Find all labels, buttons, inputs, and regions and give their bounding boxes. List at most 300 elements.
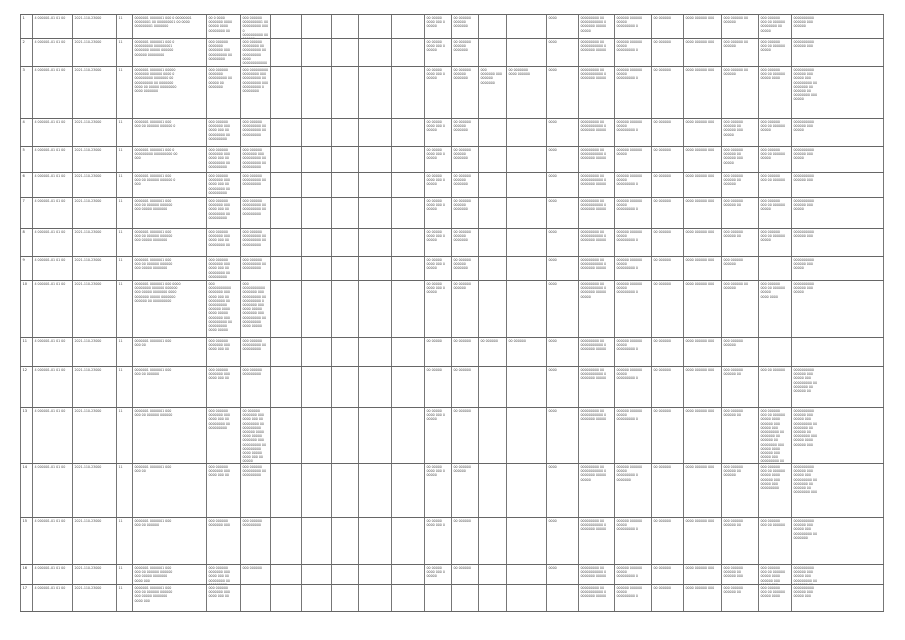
table-cell	[240, 198, 270, 229]
cell-text: 000 000000 000000000	[242, 519, 262, 528]
cell-text: 0000	[548, 230, 557, 234]
cell-text: 000 000000 00 000000	[723, 16, 749, 25]
row-index-cell	[20, 565, 32, 585]
cell-text: 0000001 0000001 000 000 00	[134, 339, 172, 348]
table-cell	[578, 281, 614, 338]
table-cell	[614, 15, 651, 39]
table-cell	[72, 518, 116, 565]
table-cell	[424, 518, 451, 565]
table-cell	[721, 367, 758, 408]
table-cell	[614, 367, 651, 408]
cell-text: 000000000 00 00000000000 0 0000000 00000	[580, 409, 607, 422]
table-cell	[651, 173, 683, 198]
table-cell	[331, 518, 358, 565]
table-row	[20, 146, 884, 173]
cell-text: 00 000000	[453, 566, 471, 570]
table-row	[20, 172, 884, 198]
cell-text: 000 000000 000000000 00 000000000 00 000000000	[242, 230, 267, 247]
cell-text: 00 000000	[653, 368, 671, 372]
cell-text: 000000 000000 00000 000000000 0	[616, 409, 643, 422]
cell-text: 2021-110-23000	[74, 586, 102, 590]
table-cell	[791, 257, 884, 281]
table-cell	[301, 408, 331, 464]
table-cell	[451, 367, 478, 408]
table-cell	[301, 15, 331, 39]
cell-text: 2021-110-23000	[74, 566, 102, 570]
table-cell	[391, 518, 424, 565]
cell-text: 00 000000	[653, 339, 671, 343]
cell-text: 00 00000 0000 000 0	[426, 519, 445, 528]
cell-text: 000 000000 000000	[723, 339, 743, 348]
cell-text: 4 000001-01 01 00	[34, 68, 66, 72]
cell-text: 000 000000 000 00 000000 00000	[760, 40, 786, 53]
table-row	[20, 407, 884, 464]
table-cell	[358, 173, 391, 198]
table-cell	[331, 67, 358, 119]
cell-text: 000 000000 000000 00	[723, 230, 743, 239]
table-cell	[614, 39, 651, 67]
table-cell	[578, 408, 614, 464]
table-cell	[331, 39, 358, 67]
table-cell	[506, 565, 546, 585]
table-cell	[578, 518, 614, 565]
table-cell	[301, 518, 331, 565]
table-cell	[683, 464, 721, 518]
table-cell	[758, 367, 791, 408]
table-cell	[614, 281, 651, 338]
cell-text: 000 000000 000000 00 000000 000	[723, 566, 743, 579]
table-row	[20, 517, 884, 565]
table-cell	[614, 229, 651, 257]
cell-text: 15	[22, 519, 27, 523]
cell-text: 000000 000000 00000 000000000 0	[616, 199, 643, 212]
table-cell	[132, 257, 206, 281]
table-cell	[614, 464, 651, 518]
table-cell	[358, 367, 391, 408]
table-cell	[116, 585, 132, 611]
cell-text: 000 000000 00000000 00 000000000 00 000000000 0000 000000000000	[242, 40, 268, 66]
cell-text: 0000	[548, 68, 557, 72]
table-cell	[240, 39, 270, 67]
table-cell	[240, 15, 270, 39]
cell-text: 000000 000000 00000 000000000 0 0000000	[616, 465, 643, 482]
cell-text: 0000001 0000001 000 0 000000000 000000001 0000000 00000 000000 000000 00000000	[134, 40, 175, 57]
cell-text: 0000001 0000001 000 000 00 000000 000000 000 00000 0000000	[134, 199, 173, 212]
table-cell	[270, 585, 301, 611]
table-cell	[206, 173, 240, 198]
cell-text: 11	[118, 68, 123, 72]
table-cell	[506, 173, 546, 198]
table-cell	[331, 585, 358, 611]
table-cell	[451, 338, 478, 367]
cell-text: 000000 000000 00000 000000000 0	[616, 40, 643, 53]
table-cell	[506, 464, 546, 518]
cell-text: 000000000 00 00000000000 0 0000000 00000	[580, 566, 607, 579]
table-cell	[72, 408, 116, 464]
cell-text: 000 000000 000000 00 000000	[723, 465, 743, 478]
table-cell	[424, 464, 451, 518]
table-cell	[546, 281, 578, 338]
cell-text: 11	[118, 586, 123, 590]
table-cell	[72, 257, 116, 281]
table-cell	[651, 15, 683, 39]
table-cell	[721, 464, 758, 518]
table-cell	[478, 198, 506, 229]
cell-text: 00 000000	[653, 258, 671, 262]
cell-text: 4 000001-01 01 00	[34, 282, 66, 286]
table-cell	[478, 229, 506, 257]
table-cell	[301, 367, 331, 408]
table-cell	[651, 257, 683, 281]
cell-text: 000000 000000 00000 000000000 0	[616, 258, 643, 271]
cell-text: 00 000000	[653, 230, 671, 234]
table-cell	[270, 198, 301, 229]
cell-text: 000 000000 0000000 000 0000 000 00 00000000 00 000000000	[208, 199, 230, 220]
table-cell	[32, 408, 72, 464]
cell-text: 00 000000	[453, 409, 471, 413]
table-cell	[424, 338, 451, 367]
table-cell	[301, 147, 331, 173]
table-cell	[240, 585, 270, 611]
cell-text: 00 00000 0000 000 0 00000	[426, 282, 445, 295]
table-cell	[301, 229, 331, 257]
cell-text: 6	[22, 174, 25, 178]
cell-text: 00 00000 0000 000 0 00000	[426, 199, 445, 212]
table-cell	[506, 147, 546, 173]
cell-text: 2021-110-23000	[74, 120, 102, 124]
table-cell	[331, 257, 358, 281]
table-cell	[116, 173, 132, 198]
cell-text: 4 000001-01 01 00	[34, 566, 66, 570]
table-cell	[451, 565, 478, 585]
table-cell	[451, 67, 478, 119]
table-cell	[791, 367, 884, 408]
cell-text: 00 00000	[426, 368, 442, 372]
cell-text: 0000	[548, 465, 557, 469]
table-cell	[358, 281, 391, 338]
table-cell	[683, 173, 721, 198]
table-cell	[721, 67, 758, 119]
table-cell	[116, 198, 132, 229]
table-cell	[478, 119, 506, 147]
row-index-cell	[20, 67, 32, 119]
table-cell	[791, 67, 884, 119]
table-cell	[451, 39, 478, 67]
table-cell	[206, 565, 240, 585]
cell-text: 4	[22, 120, 25, 124]
table-cell	[270, 257, 301, 281]
cell-text: 00 00000 0000 000 0 00000	[426, 68, 445, 81]
table-cell	[391, 464, 424, 518]
table-cell	[721, 173, 758, 198]
cell-text: 11	[22, 339, 27, 343]
table-cell	[331, 338, 358, 367]
cell-text: 0000001 0000001 000 0 00000001 00000001 00 000000001 00 0000 000000001 0000000	[134, 16, 192, 29]
table-cell	[546, 585, 578, 611]
cell-text: 000 000000	[242, 566, 262, 570]
table-cell	[206, 281, 240, 338]
table-cell	[132, 367, 206, 408]
table-cell	[506, 67, 546, 119]
table-cell	[358, 464, 391, 518]
table-cell	[546, 518, 578, 565]
cell-text: 00 000000	[653, 174, 671, 178]
table-cell	[578, 67, 614, 119]
table-cell	[506, 408, 546, 464]
table-cell	[758, 281, 791, 338]
table-cell	[651, 518, 683, 565]
cell-text: 0000000000 000000 000 00000	[793, 120, 814, 133]
table-cell	[206, 15, 240, 39]
table-cell	[240, 147, 270, 173]
table-cell	[270, 408, 301, 464]
cell-text: 000000000 00 00000000000 0 0000000 00000	[580, 40, 607, 53]
table-cell	[301, 281, 331, 338]
cell-text: 0000	[548, 258, 557, 262]
spreadsheet-table	[20, 14, 884, 610]
cell-text: 000 000000 000000 00	[723, 409, 743, 418]
cell-text: 000 000000 000 00 000000 00000 0000	[760, 68, 786, 81]
table-cell	[651, 67, 683, 119]
cell-text: 000 000000 0000000001 00 000000000 000 0 0000000000 00	[242, 16, 269, 37]
cell-text: 000000000 00 00000000000 0 0000000 00000	[580, 339, 607, 352]
table-cell	[132, 585, 206, 611]
table-cell	[391, 15, 424, 39]
cell-text: 0000	[548, 199, 557, 203]
table-cell	[116, 367, 132, 408]
table-cell	[132, 147, 206, 173]
cell-text: 00 000000	[653, 40, 671, 44]
table-cell	[240, 257, 270, 281]
cell-text: 000000000 00 00000000000 0 0000000 00000 00000	[580, 465, 607, 482]
cell-text: 4 000001-01 01 00	[34, 368, 66, 372]
table-cell	[240, 281, 270, 338]
table-cell	[614, 585, 651, 611]
table-cell	[301, 565, 331, 585]
table-cell	[578, 39, 614, 67]
cell-text: 0000000000 000000 000 00000 000	[793, 586, 814, 599]
table-cell	[451, 464, 478, 518]
table-cell	[506, 198, 546, 229]
table-cell	[301, 198, 331, 229]
cell-text: 0000000000 000000 000 00000	[793, 258, 814, 271]
cell-text: 000000 000000 00000 000000000 0	[616, 230, 643, 243]
cell-text: 3	[22, 68, 25, 72]
cell-text: 2021-110-23000	[74, 258, 102, 262]
table-row	[20, 564, 884, 585]
table-cell	[331, 198, 358, 229]
table-cell	[358, 408, 391, 464]
cell-text: 2021-110-23000	[74, 339, 102, 343]
table-cell	[683, 257, 721, 281]
cell-text: 000 000000 000000 00 000000 000 00000	[723, 148, 743, 165]
table-cell	[424, 198, 451, 229]
table-cell	[758, 565, 791, 585]
cell-text: 00 00000 0000 000 0 00000	[426, 465, 445, 478]
cell-text: 00 00000 0000 000 0 00000	[426, 148, 445, 161]
table-cell	[358, 257, 391, 281]
table-cell	[72, 39, 116, 67]
table-cell	[506, 15, 546, 39]
cell-text: 12	[22, 368, 27, 372]
table-cell	[758, 67, 791, 119]
table-cell	[478, 585, 506, 611]
table-cell	[651, 565, 683, 585]
table-cell	[758, 173, 791, 198]
table-cell	[132, 39, 206, 67]
table-cell	[546, 565, 578, 585]
cell-text: 2021-110-23000	[74, 148, 102, 152]
cell-text: 13	[22, 409, 27, 413]
cell-text: 4 000001-01 01 00	[34, 258, 66, 262]
table-cell	[721, 338, 758, 367]
table-cell	[683, 198, 721, 229]
table-cell	[578, 147, 614, 173]
cell-text: 0000001 0000001 000 0000 00000000 000000 000000 000 00000 0000000 0000 0000000 00000 0000000 000000 00 000000000	[134, 282, 181, 303]
table-cell	[32, 15, 72, 39]
cell-text: 11	[118, 465, 123, 469]
table-cell	[270, 338, 301, 367]
table-cell	[721, 229, 758, 257]
cell-text: 0000000000 000000 000 00000 000 000000000 00 0000000 00 000000 00	[793, 368, 818, 394]
table-cell	[116, 39, 132, 67]
table-cell	[72, 173, 116, 198]
table-cell	[132, 229, 206, 257]
cell-text: 000 000000 0000000 000 0000 000 00 00000000 00 000000000	[208, 258, 230, 279]
cell-text: 0000 000000 000	[685, 465, 715, 469]
cell-text: 000 000000 000 00 000000 00000 0000	[760, 586, 786, 599]
cell-text: 000 00000000000 0000000 000 000000000 00 000000000 0 0000000 000 0000 00000 0000000 000 000000000 00 000000000 0000 00000	[242, 282, 267, 329]
table-cell	[72, 15, 116, 39]
table-cell	[791, 518, 884, 565]
table-cell	[301, 464, 331, 518]
cell-text: 2021-110-23000	[74, 368, 102, 372]
cell-text: 000 000000 0000000 000000000 00 00000 00 0000000	[208, 68, 233, 89]
table-cell	[240, 229, 270, 257]
table-cell	[506, 257, 546, 281]
cell-text: 0000	[548, 566, 557, 570]
table-cell	[546, 173, 578, 198]
table-cell	[683, 229, 721, 257]
cell-text: 000 000000 000000 00 000000 000 00000	[723, 120, 743, 137]
cell-text: 000000000 00 00000000000 0 0000000 00000 00000	[580, 282, 607, 299]
cell-text: 00 000000	[480, 339, 498, 343]
cell-text: 2021-110-23000	[74, 519, 102, 523]
table-cell	[478, 257, 506, 281]
cell-text: 000000 000000 00000 000000000 0	[616, 519, 643, 532]
cell-text: 0000000000 000000 000 00000	[793, 199, 814, 212]
table-row	[20, 337, 884, 367]
table-row	[20, 256, 884, 281]
table-cell	[32, 281, 72, 338]
table-cell	[451, 173, 478, 198]
cell-text: 00 0000000 0000 000000	[508, 68, 530, 77]
table-cell	[358, 147, 391, 173]
table-cell	[758, 338, 791, 367]
table-cell	[451, 147, 478, 173]
table-cell	[478, 67, 506, 119]
cell-text: 000 00 000000	[760, 368, 786, 372]
cell-text: 00 00000 0000 000 0 00000	[426, 230, 445, 243]
cell-text: 0000 000000 000	[685, 174, 715, 178]
table-cell	[206, 408, 240, 464]
cell-text: 00 00000	[426, 339, 442, 343]
table-cell	[651, 281, 683, 338]
table-cell	[132, 15, 206, 39]
cell-text: 11	[118, 566, 123, 570]
table-cell	[240, 338, 270, 367]
table-cell	[791, 173, 884, 198]
cell-text: 0000000000 000000 000 00000 000 000000000 00 0000000 00 000000 00 00000000 000 00000 0000 000000 000	[793, 409, 818, 447]
table-cell	[132, 338, 206, 367]
table-cell	[331, 119, 358, 147]
cell-text: 0000	[548, 16, 557, 20]
row-index-cell	[20, 338, 32, 367]
table-cell	[614, 67, 651, 119]
cell-text: 2021-110-23000	[74, 40, 102, 44]
cell-text: 000000 000000 00000 000000000 0	[616, 566, 643, 579]
table-cell	[546, 367, 578, 408]
cell-text: 000000000 00 00000000000 0 0000000 00000	[580, 174, 607, 187]
cell-text: 000 000000 000 00 000000 00000	[760, 120, 786, 133]
cell-text: 0000001 0000001 000 000 00 000000	[134, 519, 172, 528]
table-cell	[240, 367, 270, 408]
cell-text: 000 000000 0000000 000 0000 000 00 00000000 00	[208, 230, 230, 247]
cell-text: 0000	[548, 40, 557, 44]
table-cell	[132, 408, 206, 464]
cell-text: 1	[22, 16, 25, 20]
table-cell	[240, 518, 270, 565]
table-cell	[32, 585, 72, 611]
cell-text: 000000000 00 00000000000 0 0000000 00000	[580, 68, 607, 81]
cell-text: 11	[118, 40, 123, 44]
cell-text: 0000 000000 000	[685, 16, 715, 20]
cell-text: 0000 000000 000	[685, 148, 715, 152]
cell-text: 14	[22, 465, 27, 469]
table-cell	[358, 518, 391, 565]
cell-text: 000 000000 0000000 000 0000 000 00 00000000 00 000000000	[208, 174, 230, 195]
table-cell	[721, 257, 758, 281]
table-cell	[451, 408, 478, 464]
cell-text: 0000 000000 000	[685, 368, 715, 372]
cell-text: 00 000000 000000 0000000	[453, 199, 471, 212]
cell-text: 2021-110-23000	[74, 282, 102, 286]
table-cell	[116, 464, 132, 518]
table-cell	[424, 585, 451, 611]
table-cell	[546, 15, 578, 39]
cell-text: 0000001 0000001 000 000 00 000000 000000 000 00000 0000000	[134, 258, 173, 271]
cell-text: 00 000000	[653, 409, 671, 413]
cell-text: 00 000000 0000000 000 0000 000 00 00000000 00 000000000 000000 0000 0000 00000 0000000 000 000000000 00 000000000 0000 00000 0000 000 00 00000	[242, 409, 267, 464]
cell-text: 16	[22, 566, 27, 570]
table-cell	[72, 367, 116, 408]
table-cell	[358, 67, 391, 119]
cell-text: 000000000 00 00000000000 0 0000000 00000	[580, 519, 607, 532]
table-cell	[301, 585, 331, 611]
row-index-cell	[20, 518, 32, 565]
table-cell	[331, 229, 358, 257]
cell-text: 000 000000 000 00 000000	[760, 519, 786, 528]
cell-text: 0000000000 000000 000 00000 000 000000000 00 0000000 00	[793, 566, 818, 585]
table-cell	[391, 408, 424, 464]
table-cell	[451, 257, 478, 281]
table-cell	[270, 147, 301, 173]
table-cell	[506, 338, 546, 367]
cell-text: 10	[22, 282, 27, 286]
table-cell	[506, 281, 546, 338]
table-cell	[578, 257, 614, 281]
cell-text: 000 000000 000000 00	[723, 519, 743, 528]
